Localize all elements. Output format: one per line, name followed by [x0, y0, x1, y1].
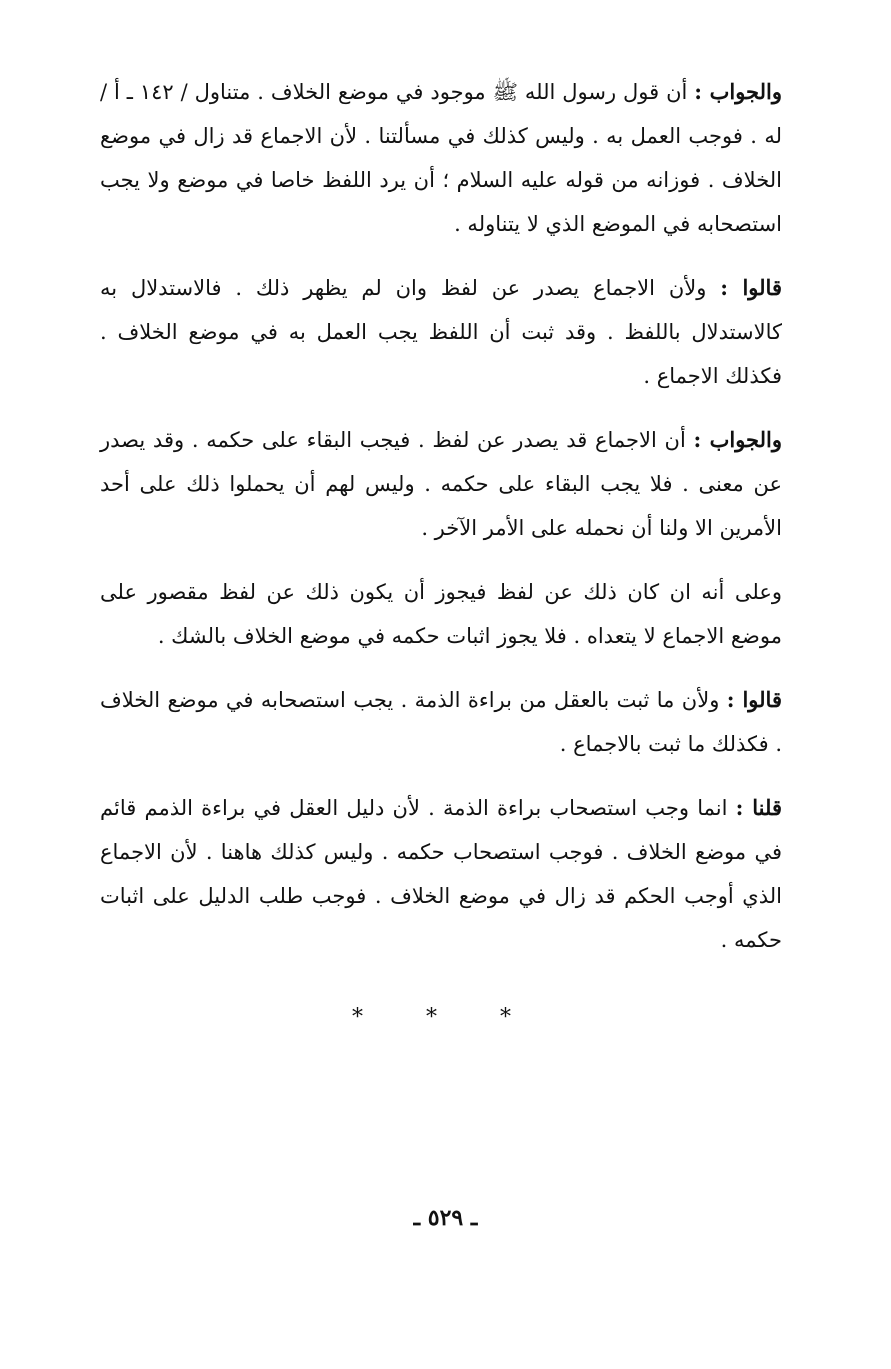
paragraph-1 — [100, 70, 782, 246]
paragraph-lead: قالوا : — [726, 687, 782, 712]
paragraph-6 — [100, 786, 782, 962]
paragraph-text: وعلى أنه ان كان ذلك عن لفظ فيجوز أن يكون ذلك عن لفظ مقصور على موضع الاجماع لا يتعداه . فلا يجوز اثبات حكمه في موضع الخلاف بالشك . — [100, 580, 782, 648]
paragraph-2 — [100, 266, 782, 398]
page-body — [100, 70, 782, 982]
paragraph-text: ولأن الاجماع يصدر عن لفظ وان لم يظهر ذلك . فالاستدلال به كالاستدلال باللفظ . وقد ثبت أن اللفظ يجب العمل به في موضع الخلاف . فكذلك الاجماع . — [100, 276, 782, 388]
paragraph-text: أن قول رسول الله ﷺ موجود في موضع الخلاف . متناول / ١٤٢ ـ أ / له . فوجب العمل به . وليس كذلك في مسألتنا . لأن الاجماع قد زال في موضع الخلاف . فوزانه من قوله عليه السلام ؛ أن يرد اللفظ خاصا في موضع ولا يجب استصحابه في الموضع الذي لا يتناوله . — [100, 80, 782, 236]
paragraph-lead: قلنا : — [735, 795, 782, 820]
paragraph-lead: والجواب : — [693, 427, 782, 452]
paragraph-lead: قالوا : — [720, 275, 782, 300]
page-number: ـ ٥٢٩ ـ — [413, 1205, 478, 1231]
paragraph-3 — [100, 418, 782, 550]
paragraph-4 — [100, 570, 782, 658]
paragraph-5 — [100, 678, 782, 766]
paragraph-text: انما وجب استصحاب براءة الذمة . لأن دليل العقل في براءة الذمم قائم في موضع الخلاف . فوجب استصحاب حكمه . وليس كذلك هاهنا . لأن الاجماع الذي أوجب الحكم قد زال في موضع الخلاف . فوجب طلب الدليل على اثبات حكمه . — [100, 796, 782, 952]
paragraph-text: أن الاجماع قد يصدر عن لفظ . فيجب البقاء على حكمه . وقد يصدر عن معنى . فلا يجب البقاء على حكمه . وليس لهم أن يحملوا ذلك على أحد الأمرين الا ولنا أن نحمله على الأمر الآخر . — [100, 428, 782, 540]
paragraph-text: ولأن ما ثبت بالعقل من براءة الذمة . يجب استصحابه في موضع الخلاف . فكذلك ما ثبت بالاجماع . — [100, 688, 782, 756]
paragraph-lead: والجواب : — [694, 79, 782, 104]
section-separator: * * * — [352, 1005, 539, 1030]
